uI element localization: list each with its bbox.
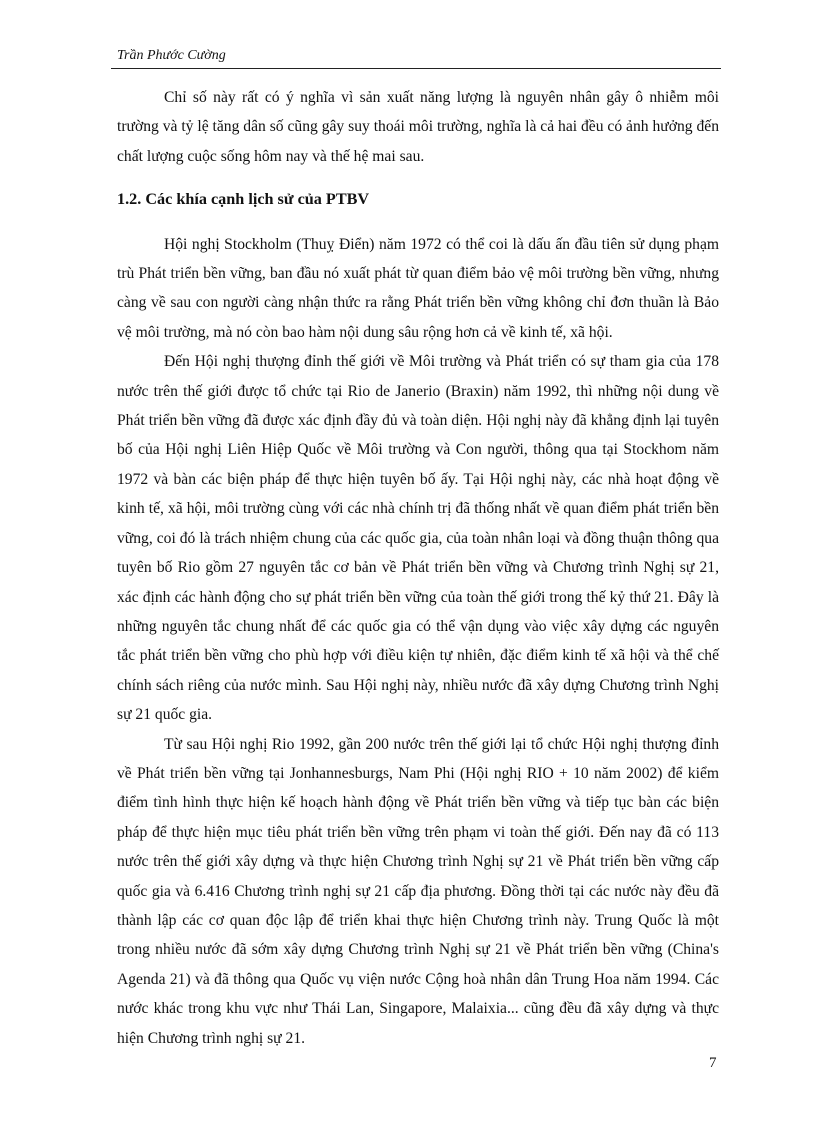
header-author: Trần Phước Cường <box>117 48 226 63</box>
paragraph-energy-index: Chỉ số này rất có ý nghĩa vì sản xuất năng lượng là nguyên nhân gây ô nhiễm môi trường và tỷ lệ tăng dân số cũng gây suy thoái môi trường, nghĩa là cả hai đều có ảnh hưởng đến chất lượng cuộc sống hôm nay và thế hệ mai sau. <box>117 89 719 165</box>
page-number: 7 <box>709 1055 717 1071</box>
running-header <box>111 46 721 69</box>
paragraph-rio-summit: Đến Hội nghị thượng đỉnh thế giới về Môi trường và Phát triển có sự tham gia của 178 nước trên thế giới được tổ chức tại Rio de Janerio (Braxin) năm 1992, thì những nội dung về Phát triển bền vững đã được xác định đầy đủ và toàn diện. Hội nghị này đã khẳng định lại tuyên bố của Hội nghị Liên Hiệp Quốc về Môi trường và Con người, thông qua tại Stockhom năm 1972 và bàn các biện pháp để thực hiện tuyên bố ấy. Tại Hội nghị này, các nhà hoạt động về kinh tế, xã hội, môi trường cùng với các nhà chính trị đã thống nhất về quan điểm phát triển bền vững, coi đó là trách nhiệm chung của các quốc gia, của toàn nhân loại và đồng thuận thông qua tuyên bố Rio gồm 27 nguyên tắc cơ bản về Phát triển bền vững và Chương trình Nghị sự 21, xác định các hành động cho sự phát triển bền vững của toàn thế giới trong thế kỷ thứ 21. Đây là những nguyên tắc chung nhất để các quốc gia có thể vận dụng vào việc xây dựng các nguyên tắc phát triển bền vững cho phù hợp với điều kiện tự nhiên, đặc điểm kinh tế xã hội và thể chế chính sách riêng của nước mình. Sau Hội nghị này, nhiều nước đã xây dựng Chương trình Nghị sự 21 quốc gia. <box>117 353 719 724</box>
paragraph-johannesburg: Từ sau Hội nghị Rio 1992, gần 200 nước trên thế giới lại tổ chức Hội nghị thượng đỉnh về Phát triển bền vững tại Jonhannesburgs, Nam Phi (Hội nghị RIO + 10 năm 2002) để kiểm điểm tình hình thực hiện kế hoạch hành động về Phát triển bền vững và tiếp tục bàn các biện pháp để thực hiện mục tiêu phát triển bền vững trên phạm vi toàn thế giới. Đến nay đã có 113 nước trên thế giới xây dựng và thực hiện Chương trình Nghị sự 21 về Phát triển bền vững cấp quốc gia và 6.416 Chương trình nghị sự 21 cấp địa phương. Đồng thời tại các nước này đều đã thành lập các cơ quan độc lập để triển khai thực hiện Chương trình này. Trung Quốc là một trong nhiều nước đã sớm xây dựng Chương trình Nghị sự 21 về Phát triển bền vững (China's Agenda 21) và đã thông qua Quốc vụ viện nước Cộng hoà nhân dân Trung Hoa năm 1994. Các nước khác trong khu vực như Thái Lan, Singapore, Malaixia... cũng đều đã xây dựng và thực hiện Chương trình nghị sự 21. <box>117 735 719 1047</box>
section-heading: 1.2. Các khía cạnh lịch sử của PTBV <box>117 190 370 209</box>
document-body <box>117 83 719 1053</box>
paragraph-stockholm: Hội nghị Stockholm (Thuỵ Điển) năm 1972 có thể coi là dấu ấn đầu tiên sử dụng phạm trù Phát triển bền vững, ban đầu nó xuất phát từ quan điểm bảo vệ môi trường bền vững, nhưng càng về sau con người càng nhận thức ra rằng Phát triển bền vững không chỉ đơn thuần là Bảo vệ môi trường, mà nó còn bao hàm nội dung sâu rộng hơn cả về kinh tế, xã hội. <box>117 235 719 341</box>
